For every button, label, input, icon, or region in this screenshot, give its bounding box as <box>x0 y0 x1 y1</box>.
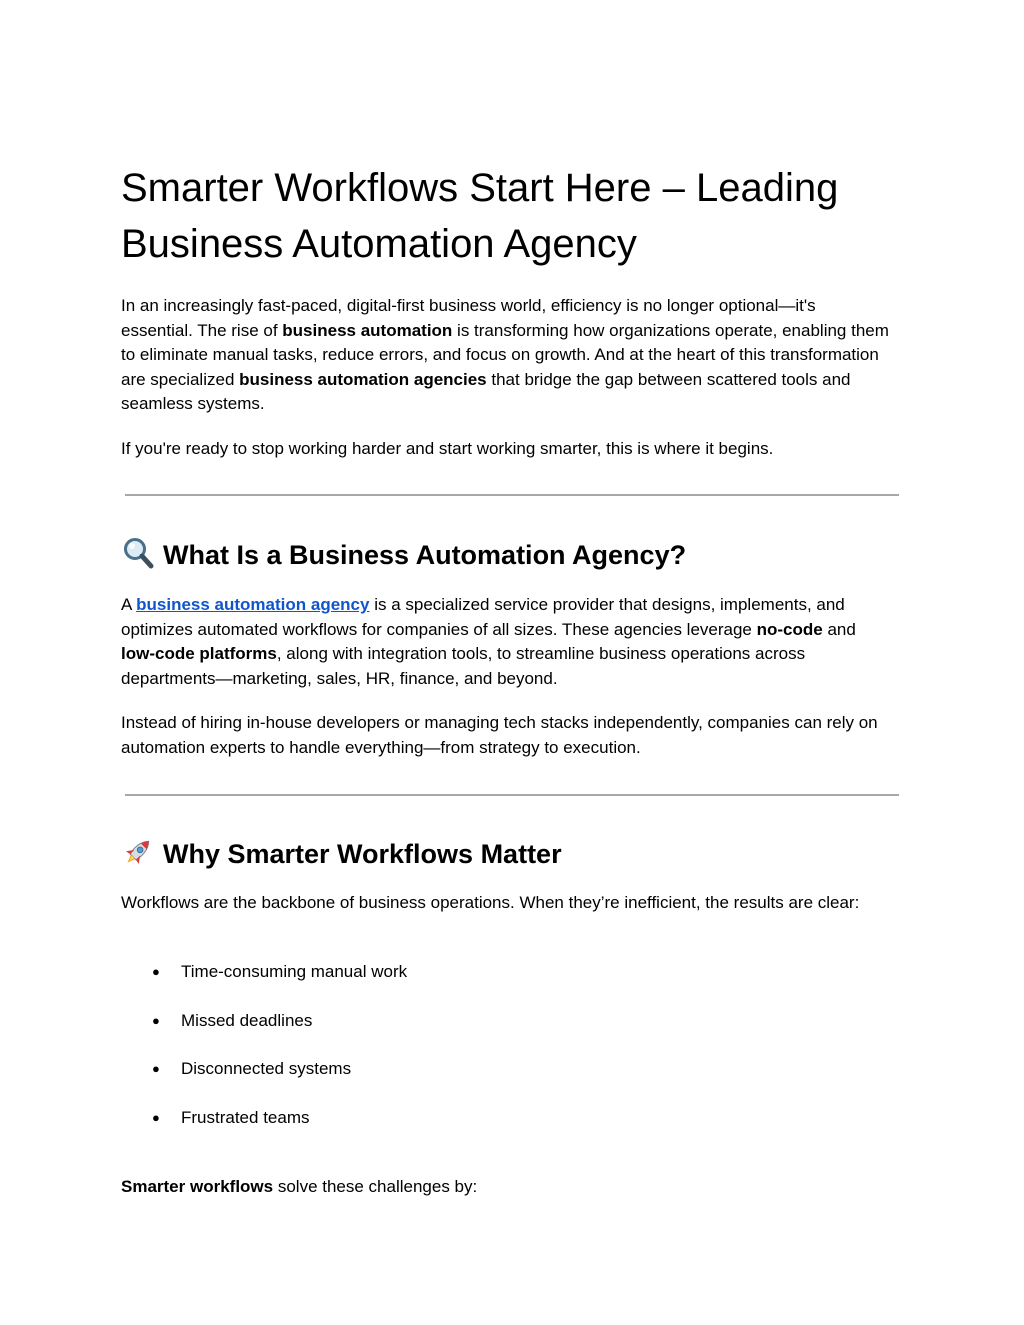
page-title: Smarter Workflows Start Here – Leading Business Automation Agency <box>121 166 839 266</box>
intro-paragraph <box>121 294 891 417</box>
section1-text-3: and <box>822 619 856 639</box>
section1-text-4: , along with integration tools, to streamline business operations across departments—marketing, sales, HR, finance, and beyond. <box>121 644 806 688</box>
section1-text-2: is a specialized service provider that designs, implements, and optimizes automated workflows for companies of all sizes. These agencies leverage <box>121 595 845 639</box>
list-item-text: Time-consuming manual work <box>181 962 408 981</box>
section-heading-text: Why Smarter Workflows Matter <box>163 839 562 869</box>
section1-bold-no-code: no-code <box>756 619 823 639</box>
divider <box>125 494 899 496</box>
rocket-icon <box>121 835 155 869</box>
section2-paragraph: Workflows are the backbone of business operations. When they’re inefficient, the results are clear: <box>121 893 860 912</box>
magnifying-glass-icon <box>121 536 155 570</box>
intro-text-3: that bridge the gap between scattered tools and seamless systems. <box>121 369 851 413</box>
section1-paragraph-2: Instead of hiring in-house developers or managing tech stacks independently, companies can rely on automation experts to handle everything—from strategy to execution. <box>121 713 878 757</box>
bullet-dot: ● <box>152 1061 160 1076</box>
list-item-text: Missed deadlines <box>181 1011 313 1030</box>
list-item-text: Disconnected systems <box>181 1059 352 1078</box>
bullet-dot: ● <box>152 964 160 979</box>
intro-bold-business-automation: business automation <box>282 320 453 340</box>
section-heading-text: What Is a Business Automation Agency? <box>163 540 687 570</box>
intro-paragraph-2: If you're ready to stop working harder and start working smarter, this is where it begins. <box>121 439 774 458</box>
intro-text-2: is transforming how organizations operate, enabling them to eliminate manual tasks, reduce errors, and focus on growth. And at the heart of this transformation are specialized <box>121 320 889 389</box>
section1-bold-low-code: low-code platforms <box>121 644 277 663</box>
section-heading-why <box>121 835 562 871</box>
bullet-dot: ● <box>152 1110 160 1125</box>
section2-paragraph-2 <box>121 1175 891 1200</box>
section2-text: solve these challenges by: <box>273 1177 478 1196</box>
section1-text-1: A <box>121 595 137 614</box>
bold-smarter-workflows: Smarter workflows <box>121 1177 274 1196</box>
section-heading-what-is <box>121 536 686 572</box>
intro-text-1: In an increasingly fast-paced, digital-first business world, efficiency is no longer optional—it's essential. The rise of <box>121 296 816 340</box>
intro-bold-agencies: business automation agencies <box>239 369 487 389</box>
bullet-dot: ● <box>152 1013 160 1028</box>
list-item-text: Frustrated teams <box>181 1108 310 1127</box>
divider <box>125 794 899 796</box>
business-automation-agency-link[interactable]: business automation agency <box>136 595 370 614</box>
section1-paragraph <box>121 593 891 691</box>
